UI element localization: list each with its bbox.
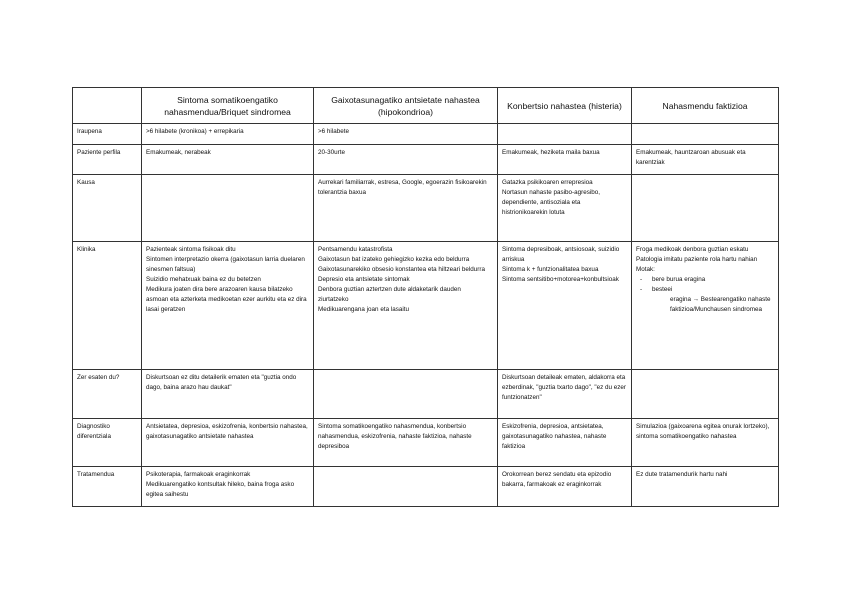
table-cell: [498, 124, 632, 145]
table-cell: Simulazioa (gaixoarena egitea onurak lortzeko), sintoma somatikoengatiko nahastea: [632, 419, 779, 467]
table-cell: >6 hilabete: [314, 124, 498, 145]
header-row: [73, 88, 779, 124]
table-cell: [142, 175, 314, 242]
table-cell: Pazienteak sintoma fisikoak ditu Sintomen interpretazio okerra (gaixotasun larria duelaren sinesmen faltsua) Suizidio mehatxuak baina ez du betetzen Medikura joaten dira bere arazoaren kausa bilatzeko asmoan eta azterketa medikoetan ezer aurkitu eta ez dira lasai geratzen: [142, 242, 314, 370]
header-illness-anxiety: Gaixotasunagatiko antsietate nahastea (hipokondrioa): [314, 88, 498, 124]
table-row: [73, 124, 779, 145]
row-label-treatment: Tratamendua: [73, 467, 142, 507]
table-cell: Aurrekari familiarrak, estresa, Google, egoerazin fisikoarekin tolerantzia baxua: [314, 175, 498, 242]
list-item: - besteei: [640, 286, 673, 293]
table-row: [73, 175, 779, 242]
list-item: - bere burua eragina: [640, 276, 706, 283]
table-cell: [314, 370, 498, 419]
table-cell: Sintoma somatikoengatiko nahasmendua, konbertsio nahasmendua, eskizofrenia, nahaste faktizioa, nahaste depresiboa: [314, 419, 498, 467]
table-cell: [632, 175, 779, 242]
table-cell: >6 hilabete (kronikoa) + errepikaria: [142, 124, 314, 145]
table-row: [73, 242, 779, 370]
header-conversion: Konbertsio nahastea (histeria): [498, 88, 632, 124]
row-label-cause: Kausa: [73, 175, 142, 242]
table-cell: Orokorrean berez sendatu eta epizodio bakarra, farmakoak ez eraginkorrak: [498, 467, 632, 507]
table-cell: Gatazka psikikoaren errepresioa Nortasun nahaste pasibo-agresibo, dependiente, antisoziala eta histrionikoarekin lotuta: [498, 175, 632, 242]
header-somatic: Sintoma somatikoengatiko nahasmendua/Briquet sindromea: [142, 88, 314, 124]
table-cell: Antsietatea, depresioa, eskizofrenia, konbertsio nahastea, gaixotasunagatiko antsietate nahastea: [142, 419, 314, 467]
table-row: [73, 419, 779, 467]
list-item-continuation: eragina → Bestearengatiko nahaste faktizioa/Munchausen sindromea: [670, 296, 771, 313]
table-cell: Ez dute tratamendurik hartu nahi: [632, 467, 779, 507]
table-cell: [632, 124, 779, 145]
comparison-table: [72, 87, 779, 507]
table-cell: Diskurtsoan detaileak ematen, aldakorra eta ezberdinak, "guztia txarto dago", "ez du ezer funtzionatzen": [498, 370, 632, 419]
table-cell: Pentsamendu katastrofista Gaixotasun bat izateko gehiegizko kezka edo beldurra Gaixotasunarekiko obsesio konstantea eta hiltzeari beldurra Depresio eta antsietate sintomak Denbora guztian aztertzen dute aldaketarik dauden ziurtatzeko Medikuarengana joan eta lasaitu: [314, 242, 498, 370]
table-cell: Diskurtsoan ez ditu detailerik ematen eta "guztia ondo dago, baina arazo hau daukat": [142, 370, 314, 419]
table-cell: Emakumeak, nerabeak: [142, 145, 314, 175]
table-cell: Sintoma depresiboak, antsiosoak, suizidio arriskua Sintoma k + funtzionalitatea baxua Sintoma sentsitibo+motorea+konbultsioak: [498, 242, 632, 370]
table-cell: Psikoterapia, farmakoak eraginkorrak Medikuarengatiko kontsultak hileko, baina froga asko egitea saihestu: [142, 467, 314, 507]
row-label-differential: Diagnostiko diferentziala: [73, 419, 142, 467]
table-cell: Emakumeak, hauntzaroan abusuak eta karentziak: [632, 145, 779, 175]
table-cell: Eskizofrenia, depresioa, antsietatea, gaixotasunagatiko nahastea, nahaste faktizioa: [498, 419, 632, 467]
table-row: [73, 370, 779, 419]
table-cell: Emakumeak, heziketa maila baxua: [498, 145, 632, 175]
row-label-what-says: Zer esaten du?: [73, 370, 142, 419]
table-cell: [632, 370, 779, 419]
table-cell: [314, 467, 498, 507]
header-factitious: Nahasmendu faktizioa: [632, 88, 779, 124]
table-row: [73, 467, 779, 507]
row-label-duration: Iraupena: [73, 124, 142, 145]
row-label-clinical: Klinika: [73, 242, 142, 370]
table-cell: Froga medikoak denbora guztian eskatu Patologia imitatu paziente rola hartu nahian Motak: - bere burua eragina - besteei eragina → Bestearengatiko nahaste faktizioa/Munchausen sindromea: [632, 242, 779, 370]
row-label-patient-profile: Paziente perfila: [73, 145, 142, 175]
header-empty: [73, 88, 142, 124]
table-row: [73, 145, 779, 175]
table-cell: 20-30urte: [314, 145, 498, 175]
